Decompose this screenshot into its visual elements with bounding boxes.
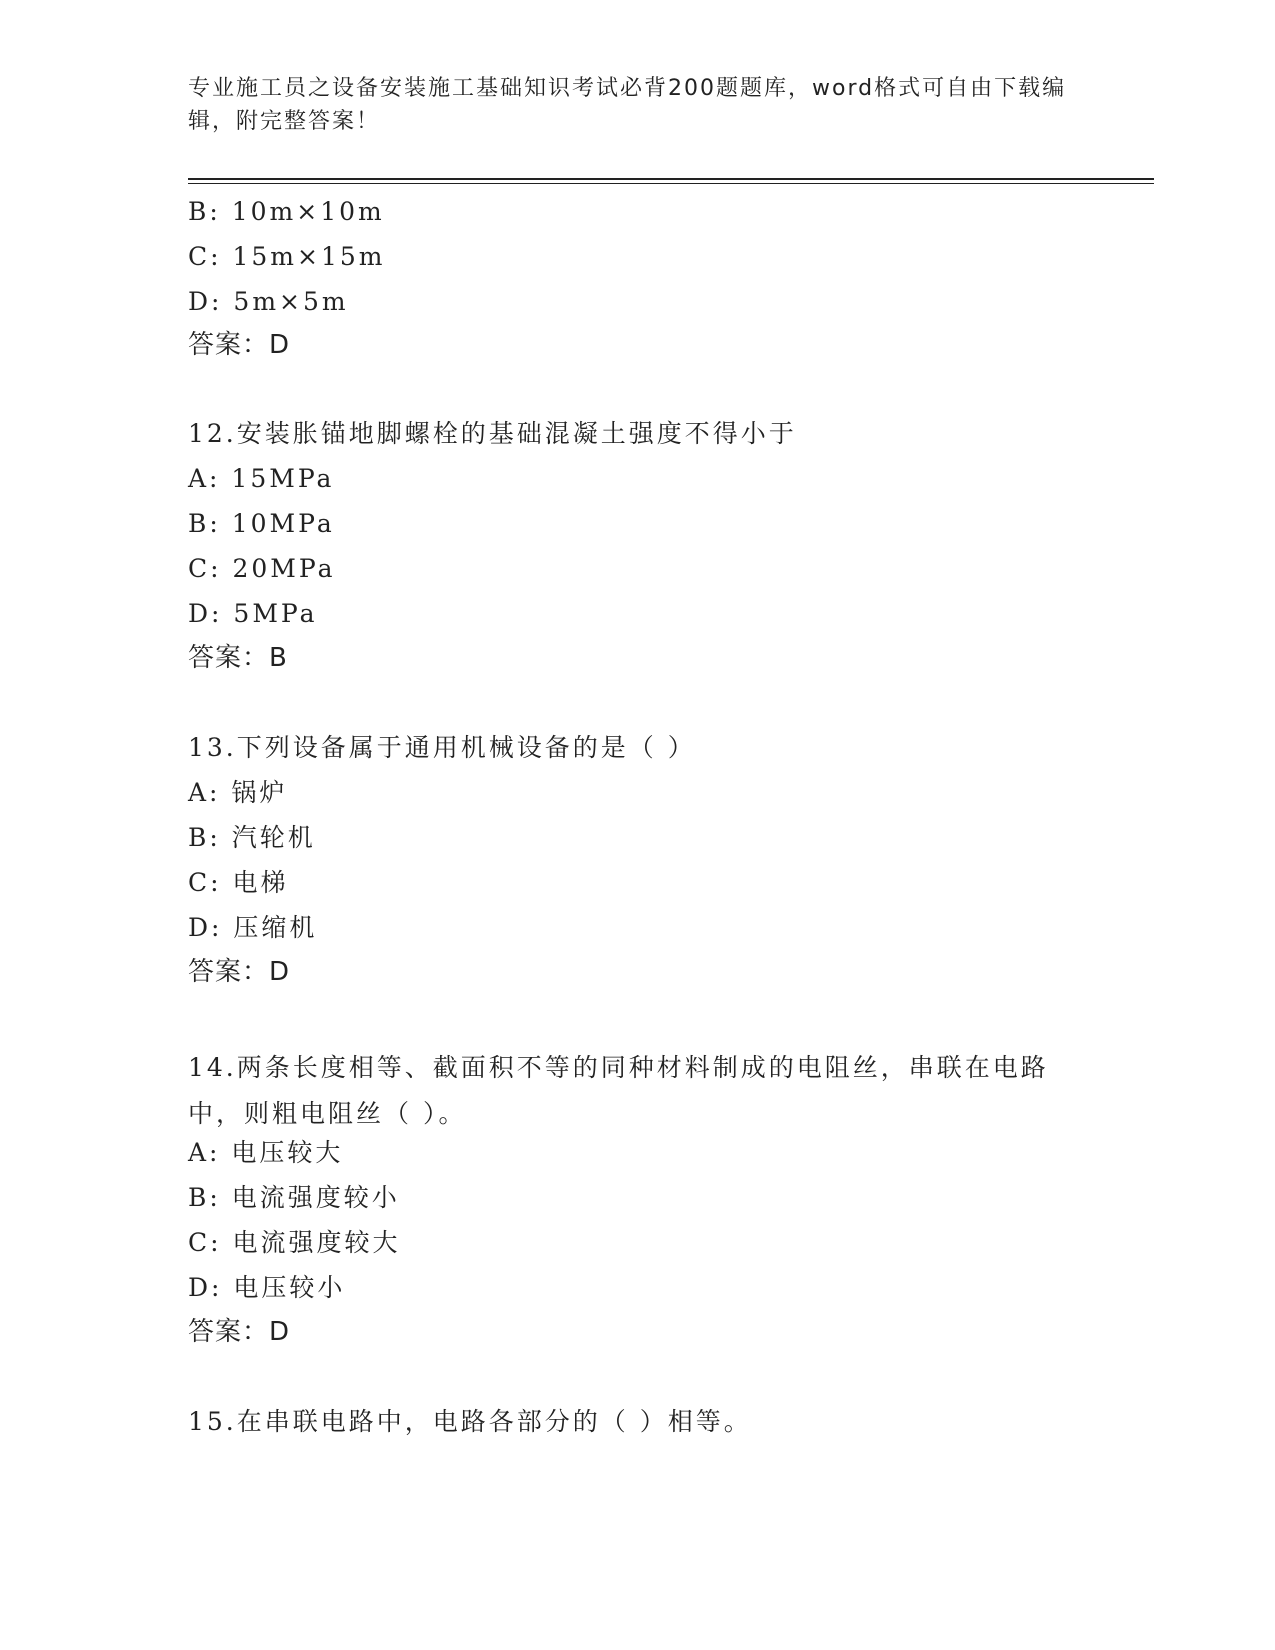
q12-option-a: A: 15MPa [188,464,335,493]
q14-option-c: C: 电流强度较大 [188,1228,401,1257]
document-header: 专业施工员之设备安装施工基础知识考试必背200题题库，word格式可自由下载编辑，附完整答案！ [188,76,1067,134]
q12-option-b: B: 10MPa [188,509,335,538]
q11-option-c: C: 15m×15m [188,242,386,271]
q11-option-b: B: 10m×10m [188,197,385,226]
q13-option-c: C: 电梯 [188,868,289,897]
q11-answer: 答案：D [188,330,291,360]
header-rule-thin [188,183,1154,184]
q11-option-d: D: 5m×5m [188,287,349,316]
q12-option-c: C: 20MPa [188,554,336,583]
q12-question: 12.安装胀锚地脚螺栓的基础混凝土强度不得小于 [188,419,797,448]
q14-option-d: D: 电压较小 [188,1273,346,1302]
q15-question: 15.在串联电路中，电路各部分的（ ）相等。 [188,1407,752,1436]
q14-option-a: A: 电压较大 [188,1138,344,1167]
q14-question: 14.两条长度相等、截面积不等的同种材料制成的电阻丝，串联在电路中，则粗电阻丝（ ）。 [188,1053,1049,1128]
q13-option-d: D: 压缩机 [188,913,318,942]
q13-option-b: B: 汽轮机 [188,823,316,852]
q12-answer: 答案：B [188,643,288,673]
q14-answer: 答案：D [188,1317,291,1347]
q12-option-d: D: 5MPa [188,599,318,628]
q14-option-b: B: 电流强度较小 [188,1183,400,1212]
q13-question: 13.下列设备属于通用机械设备的是（ ） [188,733,696,762]
q13-option-a: A: 锅炉 [188,778,288,807]
header-rule-thick [188,178,1154,180]
q13-answer: 答案：D [188,957,291,987]
